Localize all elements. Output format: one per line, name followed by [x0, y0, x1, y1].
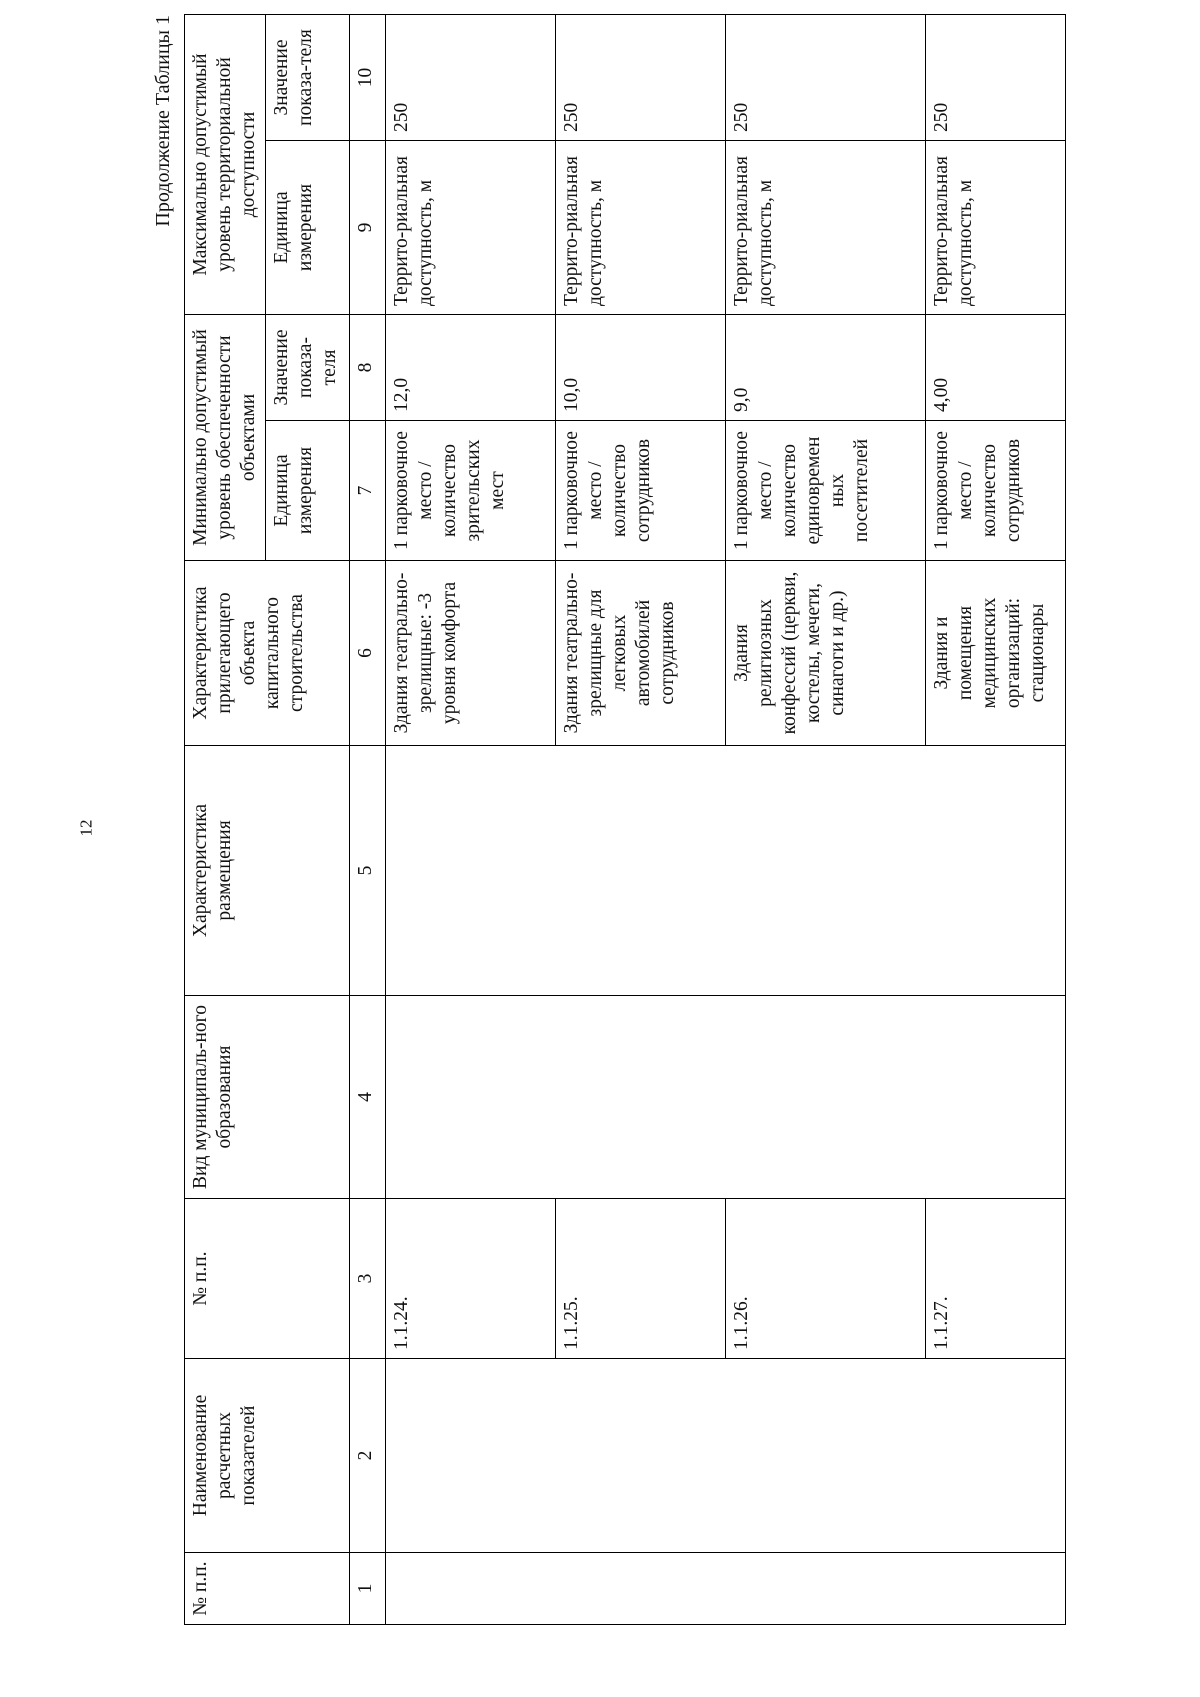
header-col-6: Характеристика прилегающего объекта капитального строительства: [185, 561, 350, 746]
provision-unit: 1 парковочное место / количество сотрудников: [926, 421, 1066, 561]
header-col-7: Единица измерения: [266, 421, 350, 561]
header-col-9: Единица измерения: [266, 141, 350, 315]
object-characteristic: Здания театрально-зрелищные для легковых автомобилей сотрудников: [556, 561, 726, 746]
provision-value: 10,0: [556, 315, 726, 421]
access-value: 250: [926, 15, 1066, 141]
provision-value: 12,0: [386, 315, 556, 421]
row-number: 1.1.27.: [926, 1199, 1066, 1359]
column-number: 9: [350, 141, 386, 315]
row-number: 1.1.24.: [386, 1199, 556, 1359]
provision-value: 9,0: [726, 315, 926, 421]
column-number: 5: [350, 746, 386, 996]
provision-value: 4,00: [926, 315, 1066, 421]
page-number: 12: [76, 819, 95, 837]
row-number: 1.1.26.: [726, 1199, 926, 1359]
header-col-8: Значение показа-теля: [266, 315, 350, 421]
object-characteristic: Здания и помещения медицинских организаций: стационары: [926, 561, 1066, 746]
header-group-max: Максимально допустимый уровень территориальной доступности: [185, 15, 266, 315]
column-number: 7: [350, 421, 386, 561]
column-number: 8: [350, 315, 386, 421]
header-group-min: Минимально допустимый уровень обеспеченности объектами: [185, 315, 266, 561]
object-characteristic: Здания религиозных конфессий (церкви, костелы, мечети, синагоги и др.): [726, 561, 926, 746]
header-col-2: Наименование расчетных показателей: [185, 1359, 350, 1553]
header-col-5: Характеристика размещения: [185, 746, 350, 996]
column-number: 10: [350, 15, 386, 141]
access-unit: Террито-риальная доступность, м: [556, 141, 726, 315]
column-number: 6: [350, 561, 386, 746]
object-characteristic: Здания театрально-зрелищные: -3 уровня комфорта: [386, 561, 556, 746]
access-value: 250: [386, 15, 556, 141]
header-row-1: [185, 15, 266, 1625]
provision-unit: 1 парковочное место / количество зрительских мест: [386, 421, 556, 561]
provision-unit: 1 парковочное место / количество сотрудников: [556, 421, 726, 561]
column-number: 2: [350, 1359, 386, 1553]
table-row: [386, 15, 556, 1625]
header-col-3: № п.п.: [185, 1199, 350, 1359]
access-value: 250: [556, 15, 726, 141]
merged-cell-col-1: [386, 1553, 1066, 1625]
column-number: 4: [350, 996, 386, 1199]
header-col-10: Значение показа-теля: [266, 15, 350, 141]
access-unit: Террито-риальная доступность, м: [726, 141, 926, 315]
provision-unit: 1 парковочное место / количество единовремен ных посетителей: [726, 421, 926, 561]
header-col-1: № п.п.: [185, 1553, 350, 1625]
merged-cell-col-4: [386, 996, 1066, 1199]
column-number: 3: [350, 1199, 386, 1359]
row-number: 1.1.25.: [556, 1199, 726, 1359]
access-unit: Террито-риальная доступность, м: [386, 141, 556, 315]
column-number-row: [350, 15, 386, 1625]
column-number: 1: [350, 1553, 386, 1625]
merged-cell-col-5: [386, 746, 1066, 996]
access-unit: Террито-риальная доступность, м: [926, 141, 1066, 315]
access-value: 250: [726, 15, 926, 141]
norms-table: [184, 14, 1066, 1625]
header-col-4: Вид муниципаль-ного образования: [185, 996, 350, 1199]
rotated-page: [150, 0, 1110, 1697]
landscape-content: [150, 15, 1048, 1625]
table-caption: Продолжение Таблицы 1: [152, 15, 174, 227]
merged-cell-col-2: [386, 1359, 1066, 1553]
